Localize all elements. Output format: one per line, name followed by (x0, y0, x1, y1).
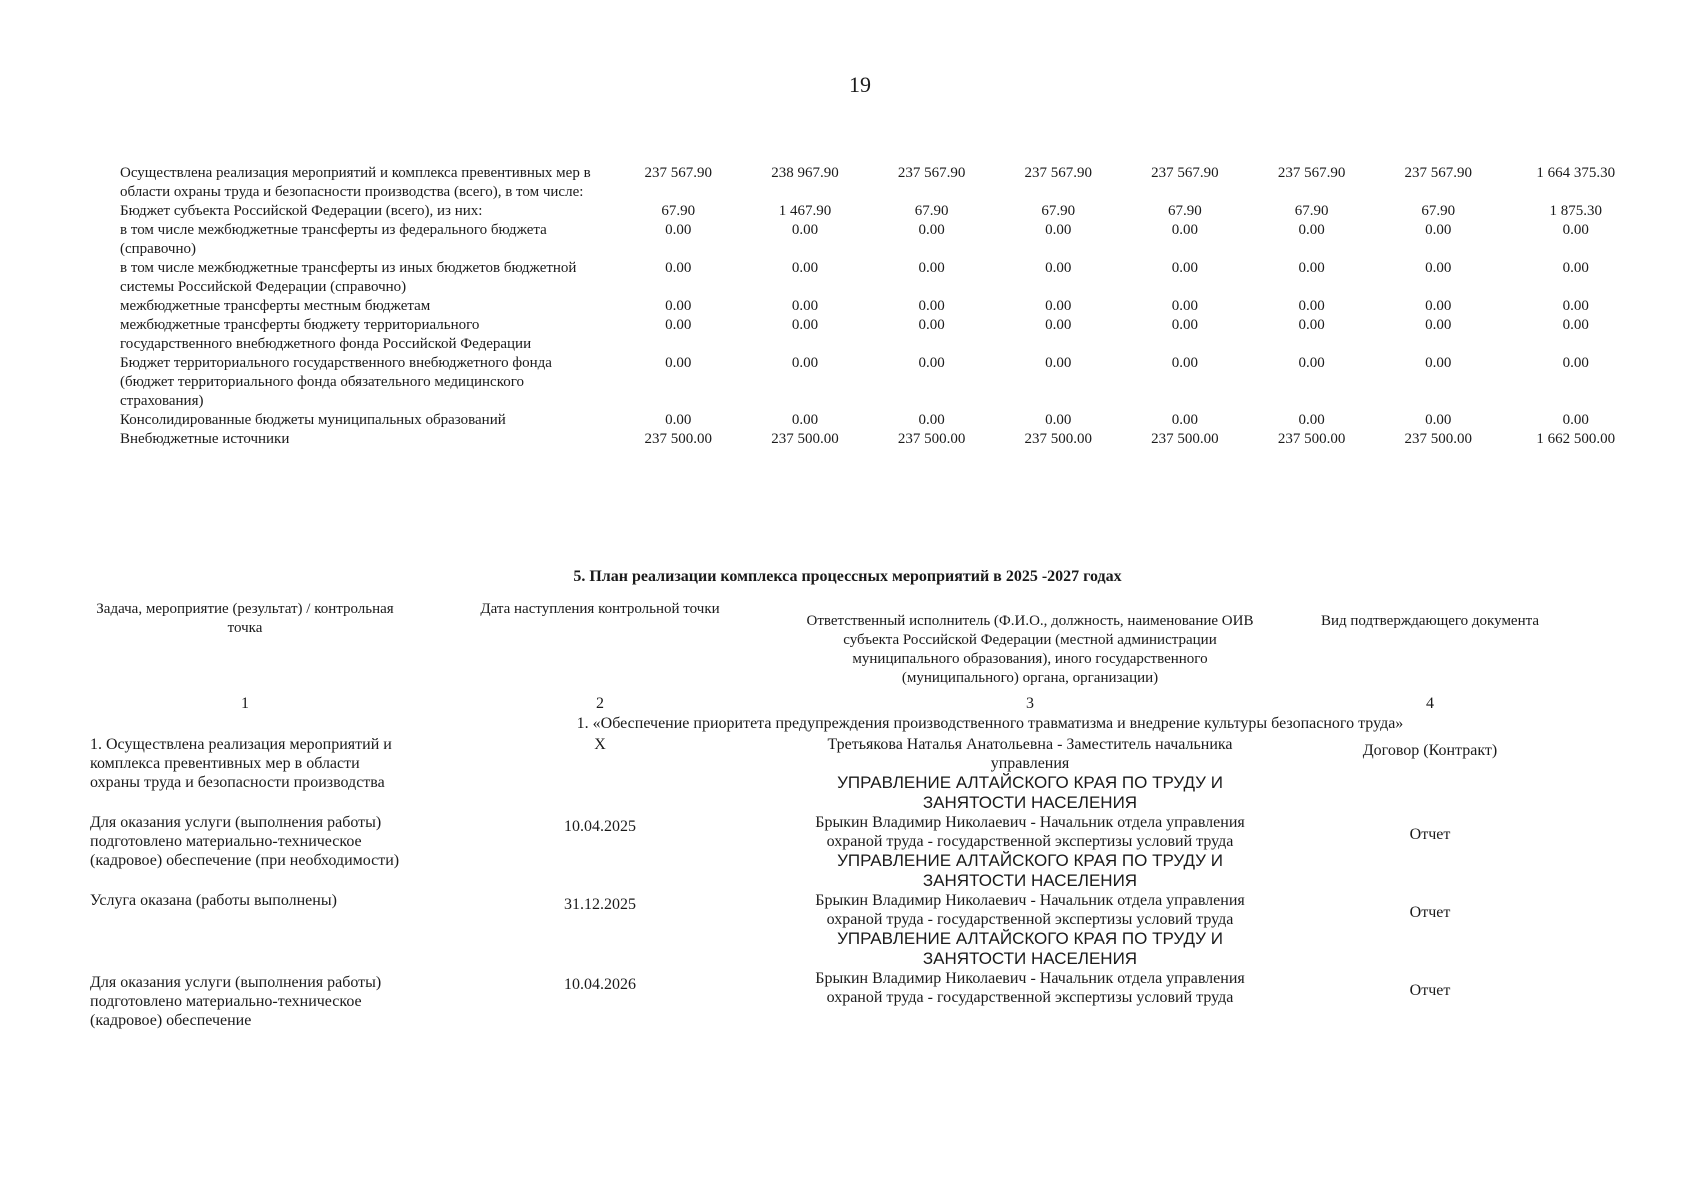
column-number: 2 (596, 695, 604, 712)
budget-value: 67.90 (1421, 203, 1456, 219)
plan-responsible: Брыкин Владимир Николаевич - Начальник отдела управления охраной труда - государственной экспертизы условий труда (815, 814, 1245, 850)
budget-value: 0.00 (918, 260, 945, 276)
plan-organization: УПРАВЛЕНИЕ АЛТАЙСКОГО КРАЯ ПО ТРУДУ И ЗАНЯТОСТИ НАСЕЛЕНИЯ (837, 929, 1223, 968)
plan-date: 10.04.2025 (564, 818, 636, 835)
budget-value: 67.90 (1294, 203, 1329, 219)
budget-value: 0.00 (665, 317, 692, 333)
budget-value: 0.00 (1298, 317, 1325, 333)
budget-row (120, 221, 1650, 259)
budget-value: 0.00 (791, 355, 819, 371)
budget-value: 237 567.90 (1151, 165, 1219, 181)
budget-row (120, 202, 1650, 221)
plan-item: Для оказания услуги (выполнения работы) подготовлено материально-техническое (кадровое) обеспечение (90, 974, 382, 1029)
budget-value: 0.00 (1045, 412, 1072, 428)
header-document: Вид подтверждающего документа (1320, 613, 1540, 629)
plan-responsible: Брыкин Владимир Николаевич - Начальник отдела управления охраной труда - государственной экспертизы условий труда (815, 892, 1245, 928)
budget-value: 67.90 (661, 203, 696, 219)
budget-value: 0.00 (1045, 222, 1072, 238)
budget-total: 0.00 (1562, 355, 1589, 371)
column-number: 3 (1026, 695, 1034, 712)
budget-value: 0.00 (918, 298, 945, 314)
plan-header-row (90, 600, 1670, 688)
budget-value: 0.00 (665, 298, 692, 314)
budget-total: 0.00 (1562, 222, 1589, 238)
plan-responsible-cell (800, 969, 1260, 1007)
budget-value: 0.00 (1298, 260, 1325, 276)
budget-value: 0.00 (791, 412, 819, 428)
budget-value: 237 500.00 (1024, 431, 1093, 447)
budget-value: 0.00 (1425, 355, 1452, 371)
plan-document: Отчет (1409, 826, 1451, 843)
plan-responsible-cell (800, 891, 1260, 969)
budget-total: 0.00 (1562, 412, 1589, 428)
budget-value: 67.90 (914, 203, 949, 219)
budget-value: 0.00 (1425, 412, 1452, 428)
budget-value: 0.00 (791, 260, 819, 276)
budget-value: 0.00 (918, 222, 945, 238)
plan-date: 10.04.2026 (564, 976, 636, 993)
plan-table (90, 600, 1670, 1030)
budget-value: 67.90 (1041, 203, 1076, 219)
plan-responsible: Третьякова Наталья Анатольевна - Заместитель начальника управления (827, 736, 1233, 772)
budget-value: 0.00 (1045, 298, 1072, 314)
budget-row-label: в том числе межбюджетные трансферты из федерального бюджета (справочно) (120, 222, 547, 257)
budget-value: 237 567.90 (1404, 165, 1472, 181)
budget-value: 0.00 (1171, 355, 1199, 371)
budget-total: 0.00 (1562, 317, 1589, 333)
budget-value: 237 567.90 (897, 165, 966, 181)
budget-value: 67.90 (1168, 203, 1202, 219)
header-responsible: Ответственный исполнитель (Ф.И.О., должность, наименование ОИВ субъекта Российской Федерации (местной администрации муниципального образования), иного государственного (муниципального) органа, организации) (806, 613, 1254, 686)
budget-value: 0.00 (1171, 412, 1199, 428)
plan-responsible: Брыкин Владимир Николаевич - Начальник отдела управления охраной труда - государственной экспертизы условий труда (815, 970, 1245, 1006)
budget-row-label: Внебюджетные источники (120, 431, 290, 447)
budget-value: 237 567.90 (1024, 165, 1093, 181)
budget-value: 0.00 (1298, 412, 1325, 428)
section-title: 5. План реализации комплекса процессных мероприятий в 2025 -2027 годах (573, 568, 1122, 585)
budget-value: 0.00 (1298, 355, 1325, 371)
budget-value: 0.00 (1425, 222, 1452, 238)
budget-value: 0.00 (665, 222, 692, 238)
plan-document: Отчет (1409, 982, 1451, 999)
header-task: Задача, мероприятие (результат) / контрольная точка (96, 601, 394, 636)
budget-value: 0.00 (791, 317, 819, 333)
plan-row (90, 813, 1670, 891)
budget-row-label: межбюджетные трансферты бюджету территориального государственного внебюджетного фонда Российской Федерации (120, 317, 532, 352)
plan-responsible-cell (800, 813, 1260, 891)
budget-value: 237 500.00 (897, 431, 966, 447)
budget-value: 0.00 (791, 222, 819, 238)
budget-value: 0.00 (1171, 222, 1199, 238)
plan-document: Договор (Контракт) (1362, 742, 1498, 759)
budget-value: 0.00 (791, 298, 819, 314)
budget-value: 0.00 (1298, 222, 1325, 238)
task-title: 1. «Обеспечение приоритета предупреждения производственного травматизма и внедрение культуры безопасного труда» (576, 715, 1404, 732)
plan-date: X (594, 736, 606, 753)
budget-value: 237 500.00 (644, 431, 713, 447)
budget-table (120, 164, 1650, 449)
budget-value: 0.00 (1045, 317, 1072, 333)
budget-value: 237 567.90 (644, 165, 713, 181)
budget-value: 0.00 (918, 355, 945, 371)
budget-row-label: межбюджетные трансферты местным бюджетам (120, 298, 431, 314)
budget-value: 0.00 (665, 412, 692, 428)
budget-total: 1 664 375.30 (1536, 165, 1616, 181)
plan-document: Отчет (1409, 904, 1451, 921)
budget-value: 0.00 (1171, 317, 1199, 333)
budget-value: 0.00 (665, 355, 692, 371)
budget-value: 0.00 (1171, 298, 1199, 314)
page-number: 19 (849, 72, 871, 97)
budget-value: 0.00 (1045, 260, 1072, 276)
budget-value: 0.00 (1425, 298, 1452, 314)
budget-row-label: Осуществлена реализация мероприятий и комплекса превентивных мер в области охраны труда и безопасности производства (всего), в том числе: (120, 165, 591, 200)
plan-organization: УПРАВЛЕНИЕ АЛТАЙСКОГО КРАЯ ПО ТРУДУ И ЗАНЯТОСТИ НАСЕЛЕНИЯ (837, 773, 1223, 812)
budget-total: 0.00 (1562, 298, 1589, 314)
budget-row-label: Консолидированные бюджеты муниципальных образований (120, 412, 506, 428)
budget-value: 237 500.00 (1277, 431, 1346, 447)
plan-organization: УПРАВЛЕНИЕ АЛТАЙСКОГО КРАЯ ПО ТРУДУ И ЗАНЯТОСТИ НАСЕЛЕНИЯ (837, 851, 1223, 890)
budget-value: 0.00 (918, 317, 945, 333)
budget-value: 237 500.00 (771, 431, 839, 447)
plan-item: Услуга оказана (работы выполнены) (90, 892, 337, 909)
plan-responsible-cell (800, 735, 1260, 813)
budget-value: 0.00 (1045, 355, 1072, 371)
budget-total: 0.00 (1562, 260, 1589, 276)
budget-row (120, 316, 1650, 354)
budget-row (120, 259, 1650, 297)
budget-row (120, 164, 1650, 202)
budget-value: 0.00 (665, 260, 692, 276)
budget-value: 0.00 (1171, 260, 1199, 276)
budget-total: 1 662 500.00 (1536, 431, 1616, 447)
budget-row (120, 297, 1650, 316)
plan-row (90, 735, 1670, 813)
budget-value: 1 467.90 (778, 203, 832, 219)
column-number-row (90, 694, 1670, 713)
plan-row (90, 969, 1670, 1030)
budget-row-label: Бюджет субъекта Российской Федерации (всего), из них: (120, 203, 483, 219)
budget-row (120, 411, 1650, 430)
budget-value: 0.00 (1425, 317, 1452, 333)
budget-value: 237 567.90 (1277, 165, 1346, 181)
header-date: Дата наступления контрольной точки (480, 601, 720, 617)
plan-item: 1. Осуществлена реализация мероприятий и комплекса превентивных мер в области охраны труда и безопасности производства (90, 736, 392, 791)
budget-row (120, 430, 1650, 449)
plan-item: Для оказания услуги (выполнения работы) подготовлено материально-техническое (кадровое) обеспечение (при необходимости) (90, 814, 400, 869)
budget-value: 0.00 (1425, 260, 1452, 276)
column-number: 1 (241, 695, 249, 712)
budget-row-label: в том числе межбюджетные трансферты из иных бюджетов бюджетной системы Российской Федерации (справочно) (120, 260, 577, 295)
budget-value: 0.00 (1298, 298, 1325, 314)
plan-date: 31.12.2025 (564, 896, 636, 913)
budget-value: 238 967.90 (771, 165, 839, 181)
budget-value: 0.00 (918, 412, 945, 428)
column-number: 4 (1426, 695, 1434, 712)
budget-value: 237 500.00 (1151, 431, 1219, 447)
plan-row (90, 891, 1670, 969)
budget-row-label: Бюджет территориального государственного внебюджетного фонда (бюджет территориального фонда обязательного медицинского страхования) (120, 355, 552, 409)
budget-row (120, 354, 1650, 411)
budget-value: 237 500.00 (1404, 431, 1472, 447)
budget-total: 1 875.30 (1549, 203, 1603, 219)
